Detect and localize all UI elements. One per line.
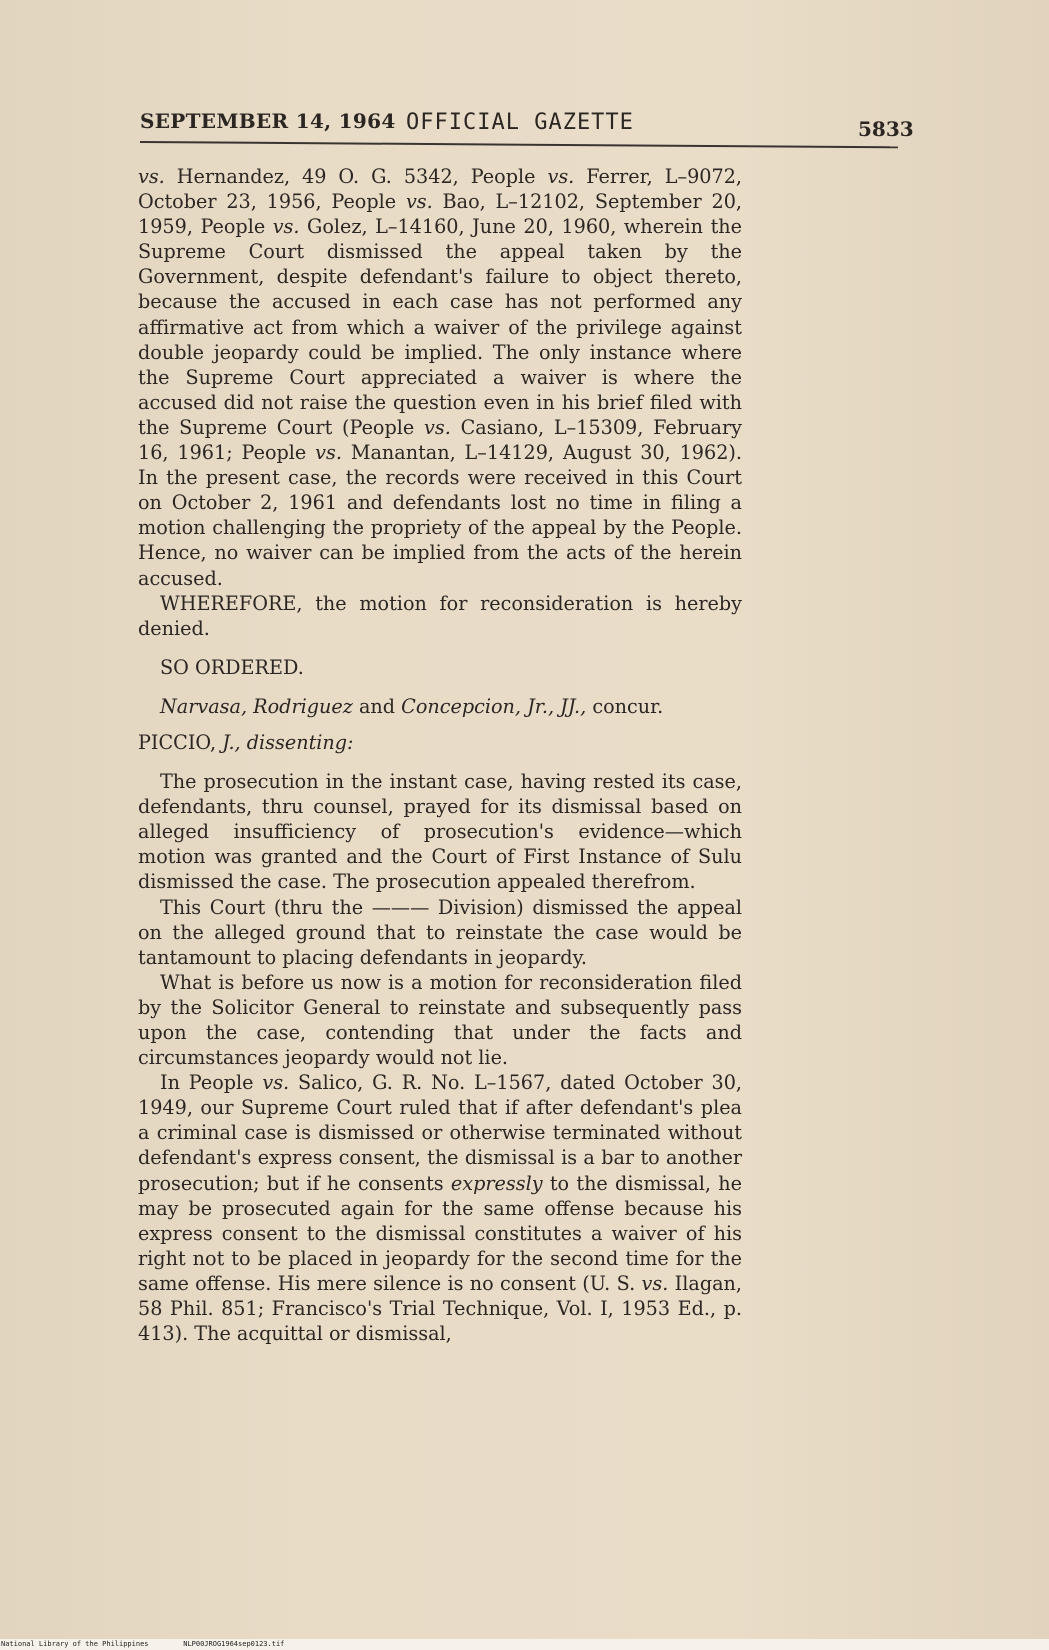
scan-footer [0, 1639, 1049, 1650]
text-run: , the motion for reconsideration is hereby denied. [138, 591, 742, 640]
text-run: concur. [586, 694, 664, 718]
so-ordered: SO ORDERED. [160, 655, 304, 679]
text-run: Ilagan, 58 Phil. 851; Francisco's Trial Technique, Vol. I, 1953 Ed., p. 413). The acquittal or dismissal, [138, 1271, 743, 1346]
paragraph-this-court: This Court (thru the ——— Division) dismissed the appeal on the alleged ground that to reinstate the case would be tantamount to placing defendants in jeopardy. [138, 895, 742, 969]
page-number: 5833 [858, 117, 914, 141]
paragraph-motion: What is before us now is a motion for reconsideration filed by the Solicitor General to reinstate and subsequently pass upon the case, contending that under the facts and circumstances jeopardy would not lie. [138, 970, 742, 1070]
italic-vs: vs. [315, 441, 342, 465]
paragraph-so-ordered [138, 655, 742, 680]
justice-names: Narvasa, Rodriguez [160, 694, 353, 718]
text-run: In People [160, 1071, 263, 1095]
footer-library: National Library of the Philippines [1, 1640, 149, 1648]
footer-filename: NLP00JROG1964sep0123.tif [183, 1640, 285, 1648]
text-run: and [352, 694, 402, 718]
italic-vs: vs. [138, 165, 165, 188]
text-run: Manantan, L–14129, August 30, 1962). In the present case, the records were received in this Court on October 2, 1961 and defendants lost no time in filing a motion challenging the propriety of the appeal by the People. Hence, no waiver can be implied from the acts of the herein accused. [138, 441, 742, 590]
italic-expressly: expressly [450, 1171, 543, 1195]
header-rule [140, 141, 898, 148]
smallcaps-wherefore: WHEREFORE [160, 591, 297, 615]
paragraph-wherefore [138, 591, 742, 641]
paragraph-concurrence [138, 694, 742, 719]
page-header [140, 105, 914, 141]
text-run: Ferrer, L–9072, October 23, 1956, People [138, 165, 742, 214]
document-body [138, 164, 742, 1346]
text-run: Bao, L–12102, September 20, 1959, People [138, 190, 742, 239]
italic-vs: vs. [272, 215, 300, 239]
paragraph-salico [138, 1070, 742, 1346]
italic-vs: vs. [547, 165, 575, 188]
text-run: Hernandez, 49 O. G. 5342, People [164, 165, 548, 188]
text-run: Salico, G. R. No. L–1567, dated October 30, 1949, our Supreme Court ruled that if after defendant's plea a criminal case is dismissed or otherwise terminated without defendant's express consent, the dismissal is a bar to another prosecution; but if he consents [138, 1071, 742, 1195]
justice-piccio: PICCIO, [138, 730, 217, 754]
italic-vs: vs. [262, 1071, 290, 1095]
text-run: to the dismissal, he may be prosecuted again for the same offense because his express consent to the dismissal constitutes a waiver of his right not to be placed in jeopardy for the second time for the same offense. His mere silence is no consent (U. S. [138, 1171, 742, 1295]
dissenting-label: J., dissenting: [216, 730, 354, 754]
italic-vs: vs. [641, 1271, 669, 1295]
text-run: Golez, L–14160, June 20, 1960, wherein the Supreme Court dismissed the appeal taken by the Government, despite defendant's failure to object thereto, because the accused in each case has not performed any affirmative act from which a waiver of the privilege against double jeopardy could be implied. The only instance where the Supreme Court appreciated a waiver is where the accused did not raise the question even in his brief filed with the Supreme Court (People [138, 215, 742, 439]
paragraph-dissent-heading [138, 730, 742, 755]
italic-vs: vs. [424, 415, 451, 439]
italic-vs: vs. [405, 190, 433, 214]
justice-names: Concepcion, Jr., JJ., [401, 694, 587, 718]
paragraph-citations [138, 164, 742, 591]
header-date: SEPTEMBER 14, 1964 [140, 109, 396, 133]
header-title: OFFICIAL GAZETTE [406, 110, 634, 135]
paragraph-prosecution: The prosecution in the instant case, having rested its case, defendants, thru counsel, prayed for its dismissal based on alleged insufficiency of prosecution's evidence—which motion was granted and the Court of First Instance of Sulu dismissed the case. The prosecution appealed therefrom. [138, 770, 742, 894]
text-run: Casiano, L–15309, February 16, 1961; People [138, 415, 742, 465]
